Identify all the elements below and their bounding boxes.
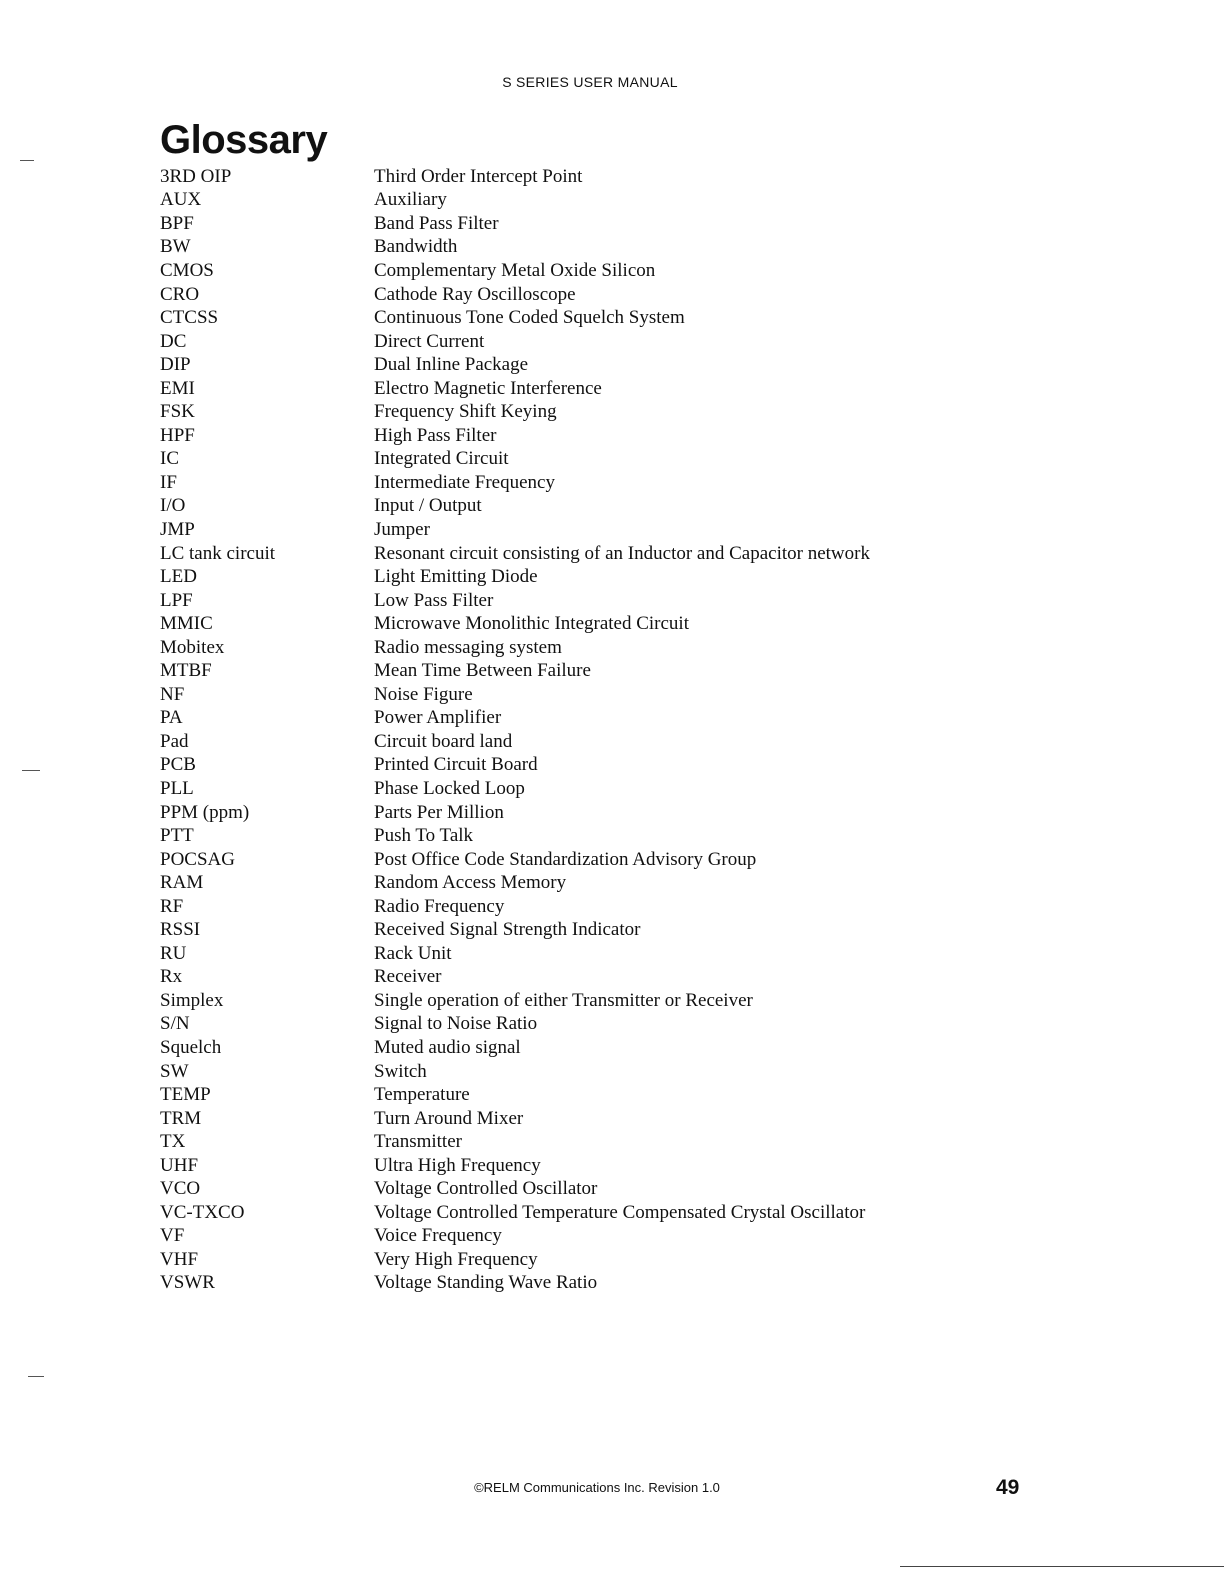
glossary-term: EMI xyxy=(160,377,195,399)
glossary-definition: Frequency Shift Keying xyxy=(374,401,557,423)
glossary-term: TEMP xyxy=(160,1084,211,1106)
glossary-entry xyxy=(160,966,960,990)
glossary-definition: Push To Talk xyxy=(374,825,474,847)
glossary-entry xyxy=(160,848,960,872)
glossary-term: IC xyxy=(160,448,179,470)
glossary-definition: Voltage Controlled Oscillator xyxy=(374,1178,598,1200)
glossary-term: POCSAG xyxy=(160,848,235,870)
glossary-entry xyxy=(160,1154,960,1178)
glossary-entry xyxy=(160,1060,960,1084)
glossary-term: RSSI xyxy=(160,919,201,941)
scan-edge-mark xyxy=(22,770,40,771)
glossary-term: 3RD OIP xyxy=(160,165,232,187)
glossary-entry xyxy=(160,212,960,236)
glossary-term: UHF xyxy=(160,1154,199,1176)
glossary-definition: Voice Frequency xyxy=(374,1225,502,1247)
glossary-entry xyxy=(160,306,960,330)
glossary-definition: Electro Magnetic Interference xyxy=(374,377,602,399)
glossary-entry xyxy=(160,565,960,589)
glossary-term: DC xyxy=(160,330,187,352)
glossary-term: FSK xyxy=(160,401,195,423)
glossary-entry xyxy=(160,683,960,707)
glossary-term: TRM xyxy=(160,1107,202,1129)
glossary-definition: Band Pass Filter xyxy=(374,212,499,234)
glossary-entry xyxy=(160,942,960,966)
glossary-definition: Mean Time Between Failure xyxy=(374,660,591,682)
glossary-term: Rx xyxy=(160,966,183,988)
glossary-term: RAM xyxy=(160,872,204,894)
glossary-definition: Switch xyxy=(374,1060,427,1082)
scan-edge-mark xyxy=(28,1376,44,1377)
glossary-term: BW xyxy=(160,236,191,258)
glossary-entry xyxy=(160,353,960,377)
glossary-definition: Continuous Tone Coded Squelch System xyxy=(374,307,685,329)
glossary-entry xyxy=(160,801,960,825)
glossary-term: PCB xyxy=(160,754,196,776)
glossary-term: MTBF xyxy=(160,660,212,682)
glossary-definition: Post Office Code Standardization Advisory Group xyxy=(374,848,757,870)
running-header: S SERIES USER MANUAL xyxy=(502,74,678,90)
glossary-term: Pad xyxy=(160,730,189,752)
glossary-entry xyxy=(160,259,960,283)
page-number: 49 xyxy=(996,1476,1020,1499)
glossary-entry xyxy=(160,1130,960,1154)
glossary-term: RU xyxy=(160,942,187,964)
glossary-entry xyxy=(160,448,960,472)
glossary-entry xyxy=(160,518,960,542)
glossary-term: IF xyxy=(160,471,177,493)
glossary-definition: Phase Locked Loop xyxy=(374,777,525,799)
glossary-entry xyxy=(160,730,960,754)
glossary-entry xyxy=(160,895,960,919)
glossary-term: NF xyxy=(160,683,185,705)
glossary-entry xyxy=(160,1107,960,1131)
glossary-entry xyxy=(160,659,960,683)
glossary-definition: Ultra High Frequency xyxy=(374,1154,541,1176)
glossary-definition: Temperature xyxy=(374,1084,470,1106)
glossary-definition: Signal to Noise Ratio xyxy=(374,1013,538,1035)
glossary-term: Mobitex xyxy=(160,636,225,658)
glossary-term: AUX xyxy=(160,189,202,211)
glossary-definition: Parts Per Million xyxy=(374,801,504,823)
glossary-entry xyxy=(160,471,960,495)
glossary-definition: Integrated Circuit xyxy=(374,448,509,470)
glossary-term: RF xyxy=(160,895,184,917)
glossary-entry xyxy=(160,871,960,895)
glossary-term: TX xyxy=(160,1131,186,1153)
glossary-entry xyxy=(160,424,960,448)
glossary-definition: Auxiliary xyxy=(374,189,447,211)
glossary-definition: Light Emitting Diode xyxy=(374,566,538,588)
glossary-definition: Noise Figure xyxy=(374,683,473,705)
glossary-definition: Input / Output xyxy=(374,495,482,517)
glossary-term: HPF xyxy=(160,424,195,446)
glossary-entry xyxy=(160,236,960,260)
glossary-entry xyxy=(160,707,960,731)
glossary-entry xyxy=(160,1178,960,1202)
glossary-entry xyxy=(160,495,960,519)
page-title: Glossary xyxy=(160,118,328,162)
glossary-entry xyxy=(160,989,960,1013)
glossary-entry xyxy=(160,1272,960,1296)
glossary-term: Squelch xyxy=(160,1037,222,1058)
glossary-definition: Resonant circuit consisting of an Inductor and Capacitor network xyxy=(374,542,870,564)
glossary-term: JMP xyxy=(160,518,195,540)
glossary-entry xyxy=(160,1248,960,1272)
glossary-definition: Direct Current xyxy=(374,330,485,352)
glossary-entry xyxy=(160,189,960,213)
glossary-term: I/O xyxy=(160,495,186,517)
glossary-term: CTCSS xyxy=(160,307,219,329)
footer-copyright: ©RELM Communications Inc. Revision 1.0 xyxy=(474,1480,720,1495)
glossary-definition: Muted audio signal xyxy=(374,1037,521,1058)
glossary-entry xyxy=(160,1225,960,1249)
glossary-entry xyxy=(160,1083,960,1107)
glossary-entry xyxy=(160,777,960,801)
glossary-term: PA xyxy=(160,707,183,729)
glossary-term: CRO xyxy=(160,283,200,305)
glossary-definition: Radio messaging system xyxy=(374,636,562,658)
glossary-entry xyxy=(160,824,960,848)
glossary-term: S/N xyxy=(160,1013,190,1035)
glossary-term: SW xyxy=(160,1060,189,1082)
glossary-entry xyxy=(160,919,960,943)
glossary-entry xyxy=(160,1036,960,1060)
glossary-definition: Received Signal Strength Indicator xyxy=(374,919,641,941)
glossary-entry xyxy=(160,377,960,401)
glossary-definition: Jumper xyxy=(374,518,430,540)
glossary-entry xyxy=(160,636,960,660)
glossary-definition: Transmitter xyxy=(374,1131,462,1153)
glossary-definition: Voltage Controlled Temperature Compensated Crystal Oscillator xyxy=(374,1201,866,1223)
glossary-definition: Bandwidth xyxy=(374,236,458,258)
glossary-term: LPF xyxy=(160,589,193,611)
glossary-definition: Power Amplifier xyxy=(374,707,502,729)
bottom-rule xyxy=(900,1566,1224,1567)
glossary-term: VC-TXCO xyxy=(160,1201,245,1223)
glossary-definition: Low Pass Filter xyxy=(374,589,494,611)
glossary-entry xyxy=(160,330,960,354)
glossary-term: VHF xyxy=(160,1248,199,1270)
glossary-term: PLL xyxy=(160,777,194,799)
glossary-definition: Cathode Ray Oscilloscope xyxy=(374,283,576,305)
glossary-term: VSWR xyxy=(160,1272,215,1294)
glossary-definition: Voltage Standing Wave Ratio xyxy=(374,1272,598,1294)
glossary-term: VCO xyxy=(160,1178,201,1200)
glossary-definition: Very High Frequency xyxy=(374,1248,538,1270)
glossary-term: VF xyxy=(160,1225,185,1247)
glossary-definition: Circuit board land xyxy=(374,730,513,752)
glossary-entry xyxy=(160,612,960,636)
glossary-list xyxy=(160,165,960,1295)
glossary-term: LC tank circuit xyxy=(160,542,276,564)
glossary-definition: Printed Circuit Board xyxy=(374,754,538,776)
glossary-definition: Random Access Memory xyxy=(374,872,567,894)
glossary-definition: Intermediate Frequency xyxy=(374,471,555,493)
glossary-term: DIP xyxy=(160,354,191,376)
glossary-term: LED xyxy=(160,566,197,588)
glossary-entry xyxy=(160,400,960,424)
glossary-term: Simplex xyxy=(160,989,224,1011)
glossary-entry xyxy=(160,283,960,307)
glossary-entry xyxy=(160,1013,960,1037)
glossary-definition: Radio Frequency xyxy=(374,895,505,917)
glossary-definition: Dual Inline Package xyxy=(374,354,529,376)
glossary-term: MMIC xyxy=(160,613,213,635)
glossary-term: BPF xyxy=(160,212,194,234)
glossary-definition: Rack Unit xyxy=(374,942,452,964)
glossary-entry xyxy=(160,754,960,778)
glossary-definition: Single operation of either Transmitter or Receiver xyxy=(374,989,753,1011)
glossary-term: CMOS xyxy=(160,259,214,281)
glossary-definition: Microwave Monolithic Integrated Circuit xyxy=(374,613,689,635)
glossary-entry xyxy=(160,1201,960,1225)
glossary-entry xyxy=(160,589,960,613)
glossary-definition: Receiver xyxy=(374,966,442,988)
glossary-term: PPM (ppm) xyxy=(160,801,250,823)
glossary-definition: Complementary Metal Oxide Silicon xyxy=(374,259,656,281)
glossary-definition: High Pass Filter xyxy=(374,424,497,446)
glossary-term: PTT xyxy=(160,825,194,847)
glossary-entry xyxy=(160,165,960,189)
glossary-definition: Turn Around Mixer xyxy=(374,1107,524,1129)
scan-edge-mark xyxy=(20,160,34,161)
glossary-entry xyxy=(160,542,960,566)
glossary-definition: Third Order Intercept Point xyxy=(374,165,583,187)
